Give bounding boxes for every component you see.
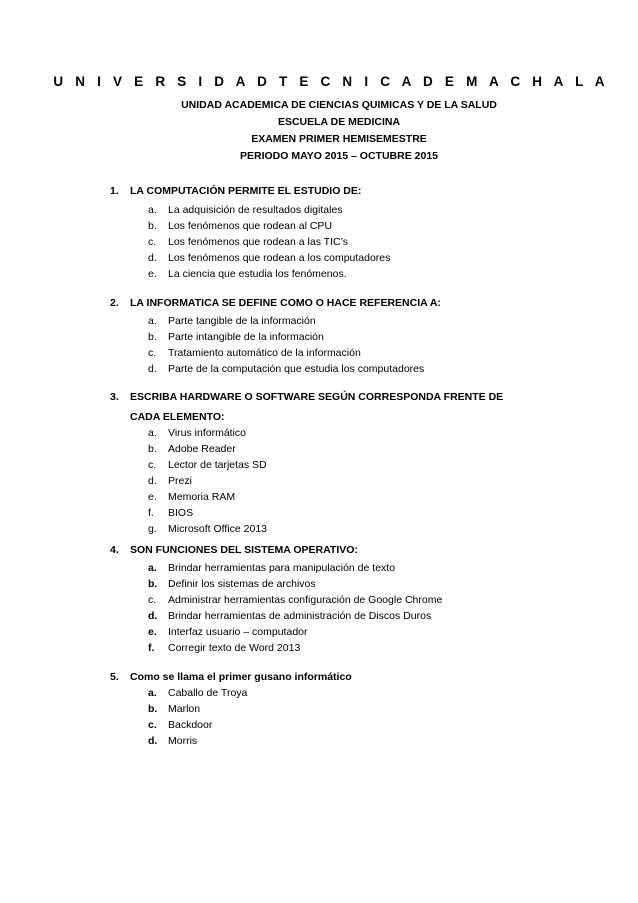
option-letter: c. <box>148 719 157 731</box>
answer-option <box>0 473 638 489</box>
question-3 <box>0 389 638 537</box>
answer-option <box>0 608 638 624</box>
answer-option <box>0 640 638 656</box>
option-text: Tratamiento automático de la información <box>168 347 361 359</box>
answer-option <box>0 345 638 361</box>
option-letter: c. <box>148 594 157 606</box>
question-text: Como se llama el primer gusano informático <box>130 671 352 683</box>
answer-option <box>0 425 638 441</box>
option-text: Marlon <box>168 703 201 715</box>
option-letter: a. <box>148 687 157 699</box>
option-text: Morris <box>168 735 198 747</box>
option-letter: b. <box>148 443 157 455</box>
option-text: Lector de tarjetas SD <box>168 459 267 471</box>
option-text: Los fenómenos que rodean a las TIC’s <box>168 236 348 248</box>
option-letter: c. <box>148 459 157 471</box>
answer-option <box>0 685 638 701</box>
option-letter: d. <box>148 610 158 622</box>
option-text: Parte intangible de la información <box>168 331 324 343</box>
option-text: Parte de la computación que estudia los computadores <box>168 363 425 375</box>
answer-option <box>0 361 638 377</box>
option-text: Caballo de Troya <box>168 687 248 699</box>
answer-option <box>0 250 638 266</box>
option-letter: a. <box>148 427 157 439</box>
question-5 <box>0 669 638 749</box>
question-2 <box>0 295 638 377</box>
option-text: Brindar herramientas de administración de Discos Duros <box>168 610 432 622</box>
question-number: 2. <box>110 297 119 309</box>
answer-option <box>0 489 638 505</box>
option-text: Definir los sistemas de archivos <box>168 578 316 590</box>
option-letter: f. <box>148 642 155 654</box>
option-letter: b. <box>148 220 157 232</box>
answer-option <box>0 624 638 640</box>
option-letter: c. <box>148 347 157 359</box>
option-text: Prezi <box>168 475 192 487</box>
option-text: La adquisición de resultados digitales <box>168 204 343 216</box>
answer-option <box>0 313 638 329</box>
answer-option <box>0 457 638 473</box>
option-letter: b. <box>148 703 158 715</box>
option-letter: b. <box>148 331 157 343</box>
school-name: ESCUELA DE MEDICINA <box>277 116 401 128</box>
answer-option <box>0 576 638 592</box>
question-text: ESCRIBA HARDWARE O SOFTWARE SEGÚN CORRESPONDA FRENTE DE CADA ELEMENTO: <box>130 391 504 423</box>
option-text: Memoria RAM <box>168 491 236 503</box>
option-letter: d. <box>148 363 157 375</box>
option-text: Adobe Reader <box>168 443 236 455</box>
option-letter: a. <box>148 204 157 216</box>
answer-option <box>0 560 638 576</box>
answer-option <box>0 717 638 733</box>
option-letter: a. <box>148 562 157 574</box>
answer-option <box>0 592 638 608</box>
option-text: Backdoor <box>168 719 213 731</box>
question-1 <box>0 183 638 282</box>
option-text: Microsoft Office 2013 <box>168 523 268 535</box>
option-text: Los fenómenos que rodean a los computadores <box>168 252 391 264</box>
question-text: LA INFORMATICA SE DEFINE COMO O HACE REFERENCIA A: <box>130 297 441 309</box>
question-4 <box>0 542 638 656</box>
option-letter: d. <box>148 735 158 747</box>
option-letter: e. <box>148 491 157 503</box>
option-text: Interfaz usuario – computador <box>168 626 308 638</box>
option-text: Brindar herramientas para manipulación de texto <box>168 562 396 574</box>
exam-period: PERIODO MAYO 2015 – OCTUBRE 2015 <box>239 150 439 162</box>
answer-option <box>0 266 638 282</box>
option-text: Parte tangible de la información <box>168 315 316 327</box>
option-text: Virus informático <box>168 427 247 439</box>
academic-unit: UNIDAD ACADEMICA DE CIENCIAS QUIMICAS Y DE LA SALUD <box>181 99 497 111</box>
option-letter: f. <box>148 507 154 519</box>
answer-option <box>0 329 638 345</box>
option-letter: e. <box>148 626 157 638</box>
option-letter: e. <box>148 268 157 280</box>
question-number: 1. <box>110 185 119 197</box>
option-letter: a. <box>148 315 157 327</box>
option-text: BIOS <box>168 507 194 519</box>
answer-option <box>0 218 638 234</box>
option-letter: g. <box>148 523 157 535</box>
question-number: 5. <box>110 671 119 683</box>
option-text: Administrar herramientas configuración de Google Chrome <box>168 594 443 606</box>
university-title: U N I V E R S I D A D T E C N I C A D E M A C H A L A <box>53 74 609 89</box>
answer-option <box>0 733 638 749</box>
answer-option <box>0 441 638 457</box>
option-text: Corregir texto de Word 2013 <box>168 642 301 654</box>
answer-option <box>0 202 638 218</box>
option-text: La ciencia que estudia los fenómenos. <box>168 268 347 280</box>
option-letter: d. <box>148 475 157 487</box>
question-text: SON FUNCIONES DEL SISTEMA OPERATIVO: <box>130 544 358 556</box>
question-number: 4. <box>110 544 119 556</box>
answer-option <box>0 701 638 717</box>
exam-title: EXAMEN PRIMER HEMISEMESTRE <box>251 133 427 145</box>
question-number: 3. <box>110 391 119 403</box>
option-text: Los fenómenos que rodean al CPU <box>168 220 333 232</box>
answer-option <box>0 234 638 250</box>
option-letter: d. <box>148 252 157 264</box>
option-letter: b. <box>148 578 158 590</box>
answer-option <box>0 521 638 537</box>
option-letter: c. <box>148 236 157 248</box>
question-text: LA COMPUTACIÓN PERMITE EL ESTUDIO DE: <box>130 185 362 197</box>
answer-option <box>0 505 638 521</box>
